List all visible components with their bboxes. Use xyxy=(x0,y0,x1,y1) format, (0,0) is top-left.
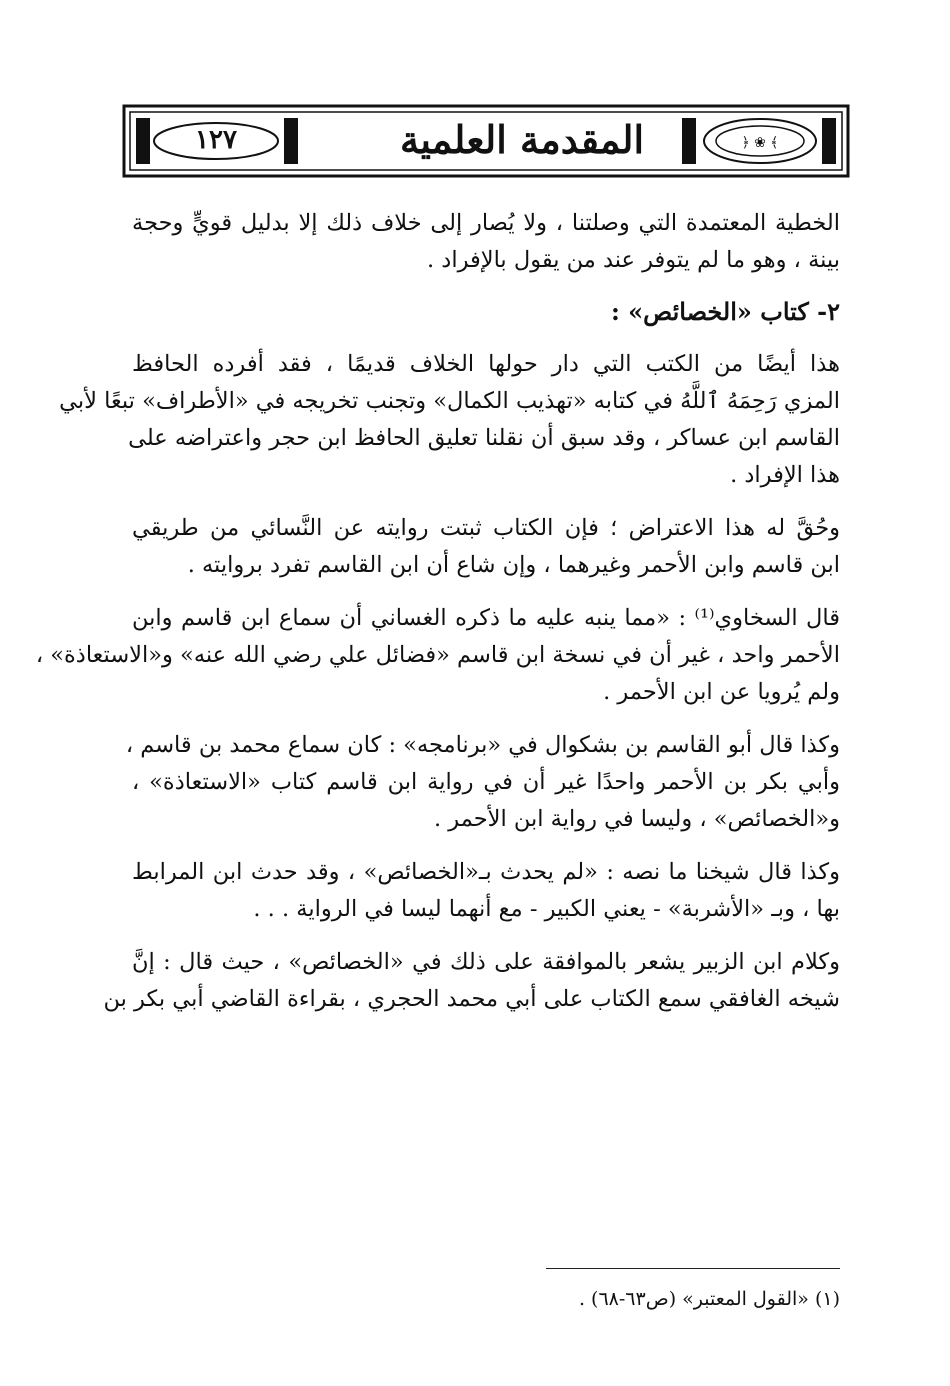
text-line: وكذا قال أبو القاسم بن بشكوال في «برنامجه» : كان سماع محمد بن قاسم ، xyxy=(125,732,840,758)
paragraph xyxy=(125,727,840,838)
page-title: المقدمة العلمية xyxy=(399,117,645,162)
footnote-divider xyxy=(546,1268,840,1269)
page-number: ١٢٧ xyxy=(195,125,237,155)
footnote: (١) «القول المعتبر» (ص٦٣-٦٨) . xyxy=(578,1288,840,1310)
text-line: الخطية المعتمدة التي وصلتنا ، ولا يُصار إلى خلاف ذلك إلا بدليل قويٍّ وحجة xyxy=(132,210,840,236)
page-body xyxy=(35,205,840,1018)
text-line: وأبي بكر بن الأحمر واحدًا غير أن في رواية ابن قاسم كتاب «الاستعاذة» ، xyxy=(132,769,840,795)
text-line: هذا الإفراد . xyxy=(730,462,840,488)
text-line: ابن قاسم وابن الأحمر وغيرهما ، وإن شاع أن ابن القاسم تفرد بروايته . xyxy=(187,552,840,578)
text-line: هذا أيضًا من الكتب التي دار حولها الخلاف قديمًا ، فقد أفرده الحافظ xyxy=(132,351,840,377)
text-line: المزي رَحِمَهُ ٱللَّهُ في كتابه «تهذيب الكمال» وتجنب تخريجه في «الأطراف» تبعًا لأبي xyxy=(59,388,840,414)
paragraph xyxy=(132,205,840,279)
paragraph xyxy=(103,944,840,1018)
text-line: وكذا قال شيخنا ما نصه : «لم يحدث بـ«الخصائص» ، وقد حدث ابن المرابط xyxy=(132,859,840,885)
text-line: وحُقَّ له هذا الاعتراض ؛ فإن الكتاب ثبتت روايته عن النَّسائي من طريقي xyxy=(132,515,840,541)
text-line: الأحمر واحد ، غير أن في نسخة ابن قاسم «فضائل علي رضي الله عنه» و«الاستعاذة» ، xyxy=(35,642,840,668)
text-line: وكلام ابن الزبير يشعر بالموافقة على ذلك في «الخصائص» ، حيث قال : إنَّ xyxy=(132,949,840,975)
text-line: القاسم ابن عساكر ، وقد سبق أن نقلنا تعليق الحافظ ابن حجر واعتراضه على xyxy=(128,425,840,451)
paragraph xyxy=(132,510,840,584)
section-heading: ٢- كتاب «الخصائص» : xyxy=(610,297,840,326)
text-line: و«الخصائص» ، وليسا في رواية ابن الأحمر . xyxy=(433,806,840,832)
paragraph xyxy=(35,600,840,711)
text-line: شيخه الغافقي سمع الكتاب على أبي محمد الحجري ، بقراءة القاضي أبي بكر بن xyxy=(103,986,840,1012)
text-line: بينة ، وهو ما لم يتوفر عند من يقول بالإفراد . xyxy=(427,247,840,273)
text-line: بها ، وبـ «الأشربة» - يعني الكبير - مع أنهما ليسا في الرواية . . . xyxy=(253,896,840,922)
page-header xyxy=(122,100,850,182)
text-line: ولم يُرويا عن ابن الأحمر . xyxy=(603,679,840,705)
header-logo-script: ﴿ ❀ ﴾ xyxy=(741,135,779,151)
paragraph xyxy=(59,346,840,494)
text-line: قال السخاوي⁽¹⁾ : «مما ينبه عليه ما ذكره الغساني أن سماع ابن قاسم وابن xyxy=(132,605,840,631)
paragraph xyxy=(132,854,840,928)
